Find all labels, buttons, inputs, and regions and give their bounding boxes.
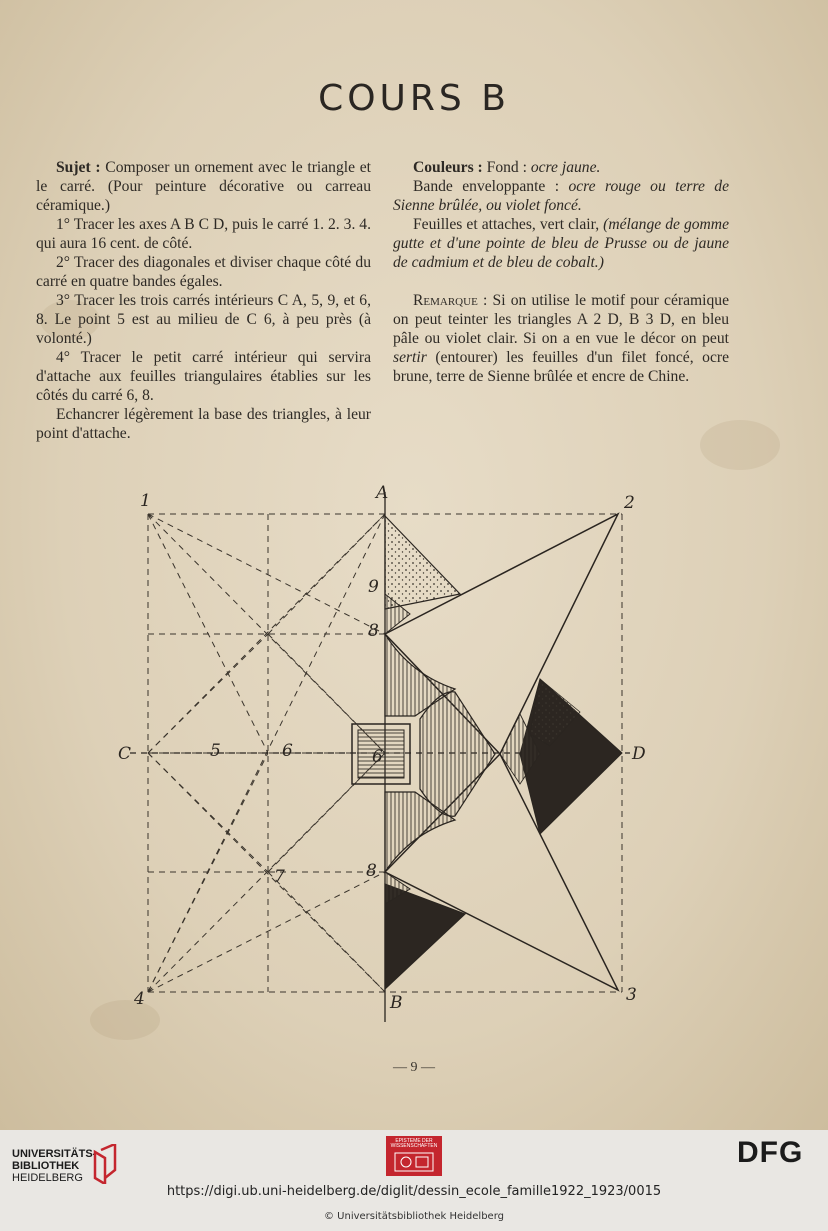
ornament-diagram <box>110 484 680 1029</box>
episteme-text: EPISTEME DER WISSENSCHAFTEN <box>390 1138 438 1149</box>
ub-line-1: UNIVERSITÄTS- <box>12 1148 97 1160</box>
step-2: 2° Tracer des diagonales et diviser chaque côté du carré en quatre bandes égales. <box>36 254 371 290</box>
label-point8-bottom: 8 <box>366 861 377 881</box>
label-point6: 6 <box>282 741 293 761</box>
label-corner3: 3 <box>626 985 637 1005</box>
dfg-logo[interactable]: DFG <box>737 1136 804 1169</box>
colors-column <box>393 158 729 386</box>
ub-mark-icon <box>87 1144 121 1184</box>
library-footer <box>0 1130 828 1231</box>
sujet-paragraph <box>36 158 371 215</box>
couleurs-paragraph <box>393 158 729 177</box>
feuilles-mix: (mélange de gomme gutte et d'une pointe de bleu de Prusse ou de jaune de cadmium et de bleu de cobalt.) <box>393 216 729 271</box>
page-title: COURS B <box>318 78 510 119</box>
step-3: 3° Tracer les trois carrés intérieurs C A, 5, 9, et 6, 8. Le point 5 est au milieu de C 6, à peu près (à volonté.) <box>36 292 371 347</box>
fond-color: ocre jaune. <box>530 159 601 176</box>
right-leaf <box>420 692 495 817</box>
copyright-notice: © Universitätsbibliothek Heidelberg <box>323 1211 504 1222</box>
remarque-paragraph <box>393 291 729 386</box>
sujet-label: Sujet : <box>56 159 101 176</box>
step-1: 1° Tracer les axes A B C D, puis le carré 1. 2. 3. 4. qui aura 16 cent. de côté. <box>36 216 371 252</box>
label-point8-top: 8 <box>368 621 379 641</box>
bande-paragraph <box>393 177 729 215</box>
remarque-label: Remarque <box>413 292 478 309</box>
label-point5: 5 <box>210 741 221 761</box>
label-axis-b: B <box>390 993 403 1013</box>
remarque-end: (entourer) les feuilles d'un filet foncé, ocre brune, terre de Sienne brûlée et encre de Chine. <box>393 349 729 385</box>
label-corner2: 2 <box>624 493 635 513</box>
label-axis-c: C <box>118 744 132 764</box>
label-point6b: 6 <box>372 747 383 767</box>
bottom-dark-triangle <box>385 884 465 989</box>
remarque-text: : Si on utilise le motif pour céramique on peut teinter les triangles A 2 D, B 3 D, en bleu pâle ou violet clair. Si on a en vue le décor on peut <box>393 292 729 347</box>
label-axis-d: D <box>632 744 646 764</box>
label-corner1: 1 <box>140 491 151 511</box>
bande-color: ocre rouge ou terre de Sienne brûlée, ou violet foncé. <box>393 178 729 214</box>
paper-stain <box>700 420 780 470</box>
ub-line-3: HEIDELBERG <box>12 1172 83 1184</box>
couleurs-label: Couleurs : <box>413 159 483 176</box>
instructions-column <box>36 158 371 443</box>
label-corner4: 4 <box>134 989 145 1009</box>
page-number: — 9 — <box>393 1060 435 1075</box>
ub-heidelberg-logo[interactable] <box>12 1140 122 1190</box>
step-4: 4° Tracer le petit carré intérieur qui servira d'attache aux feuilles triangulaires établies sur les côtés du carré 6, 8. <box>36 349 371 404</box>
source-url[interactable]: https://digi.ub.uni-heidelberg.de/diglit/dessin_ecole_famille1922_1923/0015 <box>166 1184 662 1199</box>
label-axis-a: A <box>376 484 389 503</box>
sertir-word: sertir <box>393 349 427 366</box>
ub-line-2: BIBLIOTHEK <box>12 1160 80 1172</box>
feuilles-prefix: Feuilles et attaches, vert clair, <box>413 216 604 233</box>
top-dotted-triangle <box>385 516 460 609</box>
sujet-text: Composer un ornement avec le triangle et le carré. (Pour peinture décorative ou carreau céramique.) <box>36 159 371 214</box>
label-point9: 9 <box>368 577 379 597</box>
fond-prefix: Fond : <box>482 159 531 176</box>
bande-prefix: Bande enveloppante : <box>413 178 569 195</box>
episteme-logo[interactable] <box>386 1136 442 1176</box>
label-point7: 7 <box>274 867 285 887</box>
step-5: Echancrer légèrement la base des triangles, à leur point d'attache. <box>36 406 371 442</box>
feuilles-paragraph <box>393 215 729 272</box>
episteme-icon <box>394 1152 434 1172</box>
